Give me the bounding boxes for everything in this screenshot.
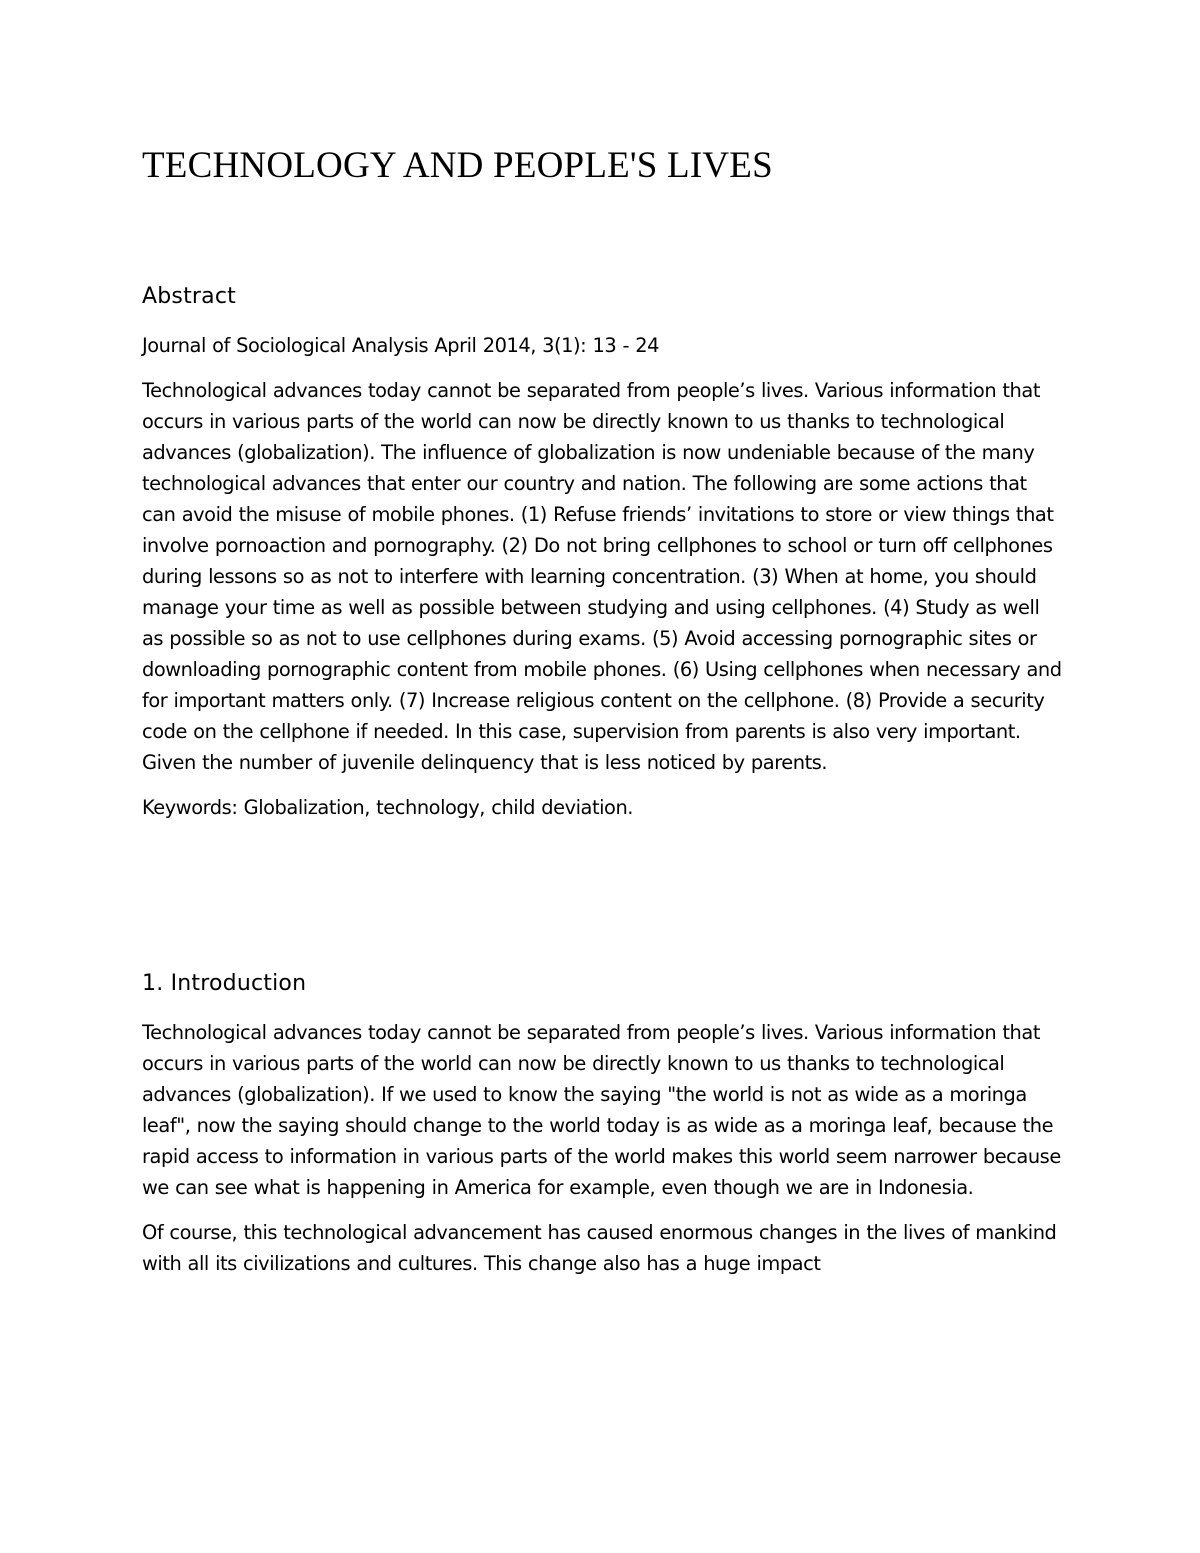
spacer <box>142 778 1062 792</box>
introduction-paragraph-2: Of course, this technological advancement has caused enormous changes in the lives of mankind with all its civilizations and cultures. This change also has a huge impact <box>142 1221 1057 1275</box>
introduction-section <box>142 969 1062 1279</box>
introduction-heading: 1. Introduction <box>142 971 307 996</box>
abstract-section <box>142 282 1062 823</box>
keywords-line: Keywords: Globalization, technology, child deviation. <box>142 796 634 819</box>
abstract-heading: Abstract <box>142 284 236 309</box>
spacer <box>142 361 1062 375</box>
document-title: TECHNOLOGY AND PEOPLE'S LIVES <box>142 145 773 186</box>
spacer <box>142 1203 1062 1217</box>
abstract-body: Technological advances today cannot be separated from people’s lives. Various information that occurs in various parts of the world can now be directly known to us thanks to technological advances (globalization). The influence of globalization is now undeniable because of the many technological advances that enter our country and nation. The following are some actions that can avoid the misuse of mobile phones. (1) Refuse friends’ invitations to store or view things that involve pornoaction and pornography. (2) Do not bring cellphones to school or turn off cellphones during lessons so as not to interfere with learning concentration. (3) When at home, you should manage your time as well as possible between studying and using cellphones. (4) Study as well as possible so as not to use cellphones during exams. (5) Avoid accessing pornographic sites or downloading pornographic content from mobile phones. (6) Using cellphones when necessary and for important matters only. (7) Increase religious content on the cellphone. (8) Provide a security code on the cellphone if needed. In this case, supervision from parents is also very important. Given the number of juvenile delinquency that is less noticed by parents. <box>142 379 1062 774</box>
journal-citation: Journal of Sociological Analysis April 2014, 3(1): 13 - 24 <box>142 334 659 357</box>
spacer <box>142 312 1062 330</box>
introduction-paragraph-1: Technological advances today cannot be separated from people’s lives. Various information that occurs in various parts of the world can now be directly known to us thanks to technological advances (globalization). If we used to know the saying "the world is not as wide as a moringa leaf", now the saying should change to the world today is as wide as a moringa leaf, because the rapid access to information in various parts of the world makes this world seem narrower because we can see what is happening in America for example, even though we are in Indonesia. <box>142 1021 1061 1199</box>
spacer <box>142 999 1062 1017</box>
